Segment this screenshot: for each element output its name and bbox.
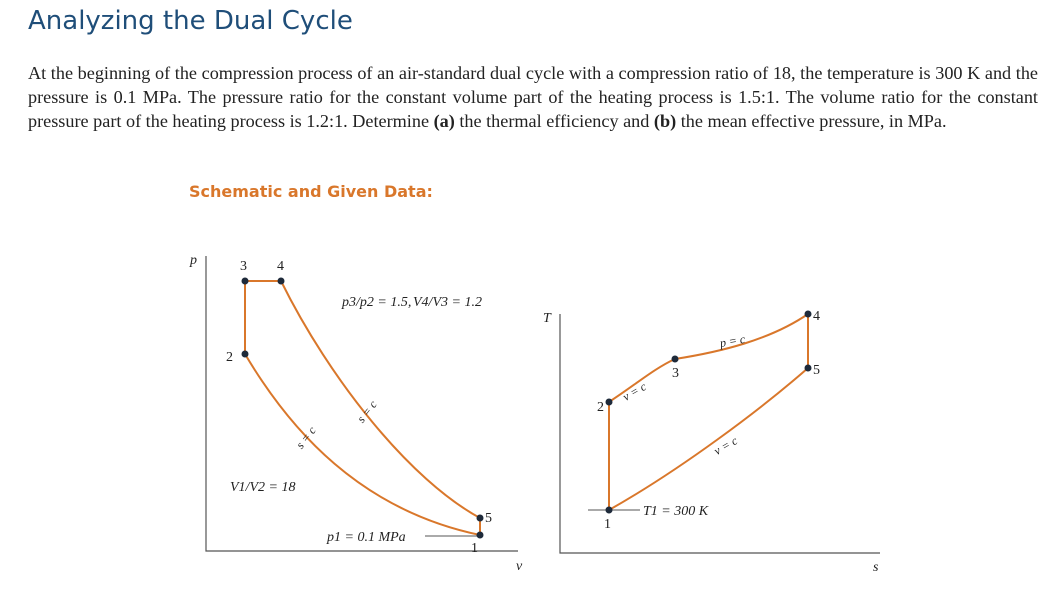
pv-state-1-point: [477, 532, 484, 539]
pv-state-3-label: 3: [240, 259, 247, 274]
ts-state-2-point: [606, 399, 613, 406]
ts-const-volume-5-1-label: v = c: [711, 433, 740, 458]
ts-state-4-point: [805, 311, 812, 318]
pv-state-3-point: [242, 278, 249, 285]
ts-state-4-label: 4: [813, 309, 820, 324]
compression-ratio-label: V1/V2 = 18: [230, 480, 296, 495]
ts-state-5-point: [805, 365, 812, 372]
ts-x-axis-label: s: [873, 560, 879, 575]
pv-state-5-point: [477, 515, 484, 522]
schematic-heading: Schematic and Given Data:: [189, 182, 433, 201]
pv-state-2-label: 2: [226, 350, 233, 365]
pv-state-2-point: [242, 351, 249, 358]
pv-state-4-point: [278, 278, 285, 285]
part-b-label: (b): [653, 111, 677, 131]
ts-state-2-label: 2: [597, 400, 604, 415]
pv-diagram: [189, 253, 523, 574]
ts-state-5-label: 5: [813, 363, 820, 378]
pressure-ratio-label: p3/p2 = 1.5,: [342, 295, 412, 310]
problem-text: At the beginning of the compression process of an air-standard dual cycle with a compression ratio of 18, the temperature is 300 K and the pressure is 0.1 MPa. The pressure ratio for the constant volume part of the heating process is 1.5:1. The volume ratio for the constant pressure part of the heating process is 1.2:1. Determine: [28, 63, 1038, 131]
pv-state-4-label: 4: [277, 259, 284, 274]
ts-diagram: [543, 309, 880, 575]
pv-process-4-5: [281, 281, 480, 518]
pv-isentrope-1-2-label: s = c: [292, 423, 319, 452]
t1-label: T1 = 300 K: [643, 504, 709, 519]
part-a-label: (a): [433, 111, 455, 131]
pv-process-1-2: [245, 354, 480, 535]
pv-state-1-label: 1: [471, 541, 478, 556]
pv-y-axis-label: p: [190, 253, 197, 268]
ts-state-1-point: [606, 507, 613, 514]
volume-ratio-label: V4/V3 = 1.2: [413, 295, 482, 310]
ts-const-volume-2-3-label: v = c: [620, 379, 649, 404]
ts-const-pressure-label: p = c: [718, 331, 747, 351]
pv-state-5-label: 5: [485, 511, 492, 526]
ts-state-3-label: 3: [672, 366, 679, 381]
ts-state-3-point: [672, 356, 679, 363]
pv-x-axis-label: v: [516, 559, 523, 574]
p1-label: p1 = 0.1 MPa: [327, 530, 406, 545]
ts-y-axis-label: T: [543, 311, 551, 326]
ts-state-1-label: 1: [604, 517, 611, 532]
part-a-text: the thermal efficiency and: [454, 111, 654, 131]
part-b-text: the mean effective pressure, in MPa.: [676, 111, 947, 131]
page-title: Analyzing the Dual Cycle: [28, 6, 353, 36]
pv-isentrope-4-5-label: s = c: [353, 397, 380, 426]
